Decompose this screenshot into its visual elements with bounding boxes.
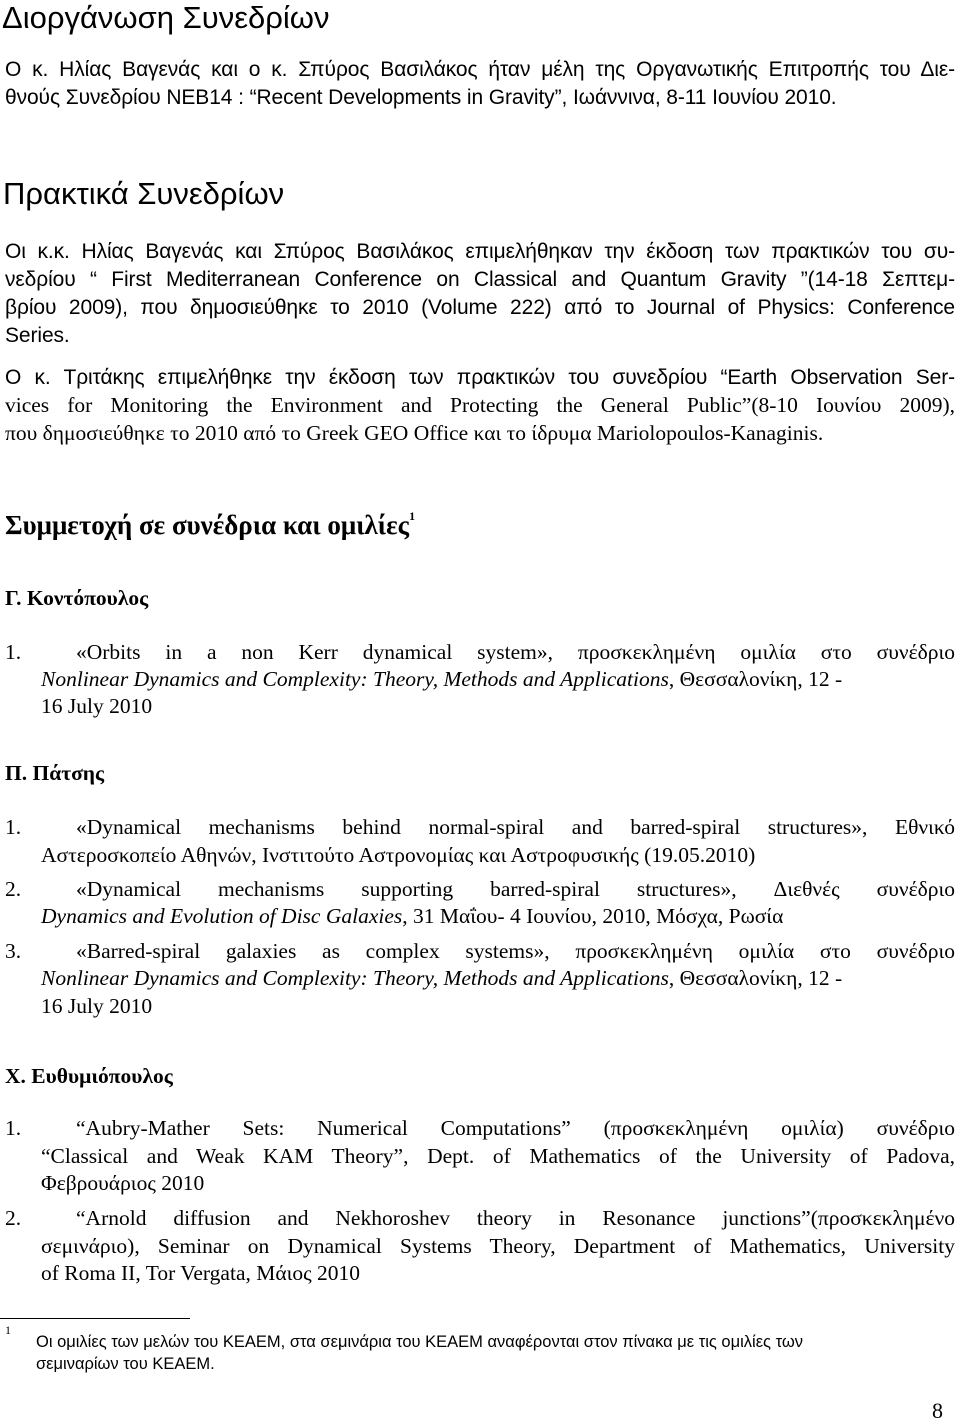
section1-line-2: θνούς Συνεδρίου ΝΕΒ14 : “Recent Developments in Gravity”, Ιωάννινα, 8-11 Ιουνίου 2010.: [5, 86, 837, 109]
proceedings-para2-line-3: που δημοσιεύθηκε το 2010 από το Greek GEO Office και το ίδρυμα Mariolopoulos-Kanaginis.: [5, 421, 824, 445]
talk-line: 16 July 2010: [41, 694, 153, 718]
footnote-separator: [0, 1318, 190, 1319]
proceedings-para1-line-3: βρίου 2009), που δημοσιεύθηκε το 2010 (Volume 222) από το Journal of Physics: Conference: [5, 296, 955, 319]
talk-location: , Θεσσαλονίκη, 12 -: [668, 966, 843, 990]
talk-line: [41, 966, 842, 991]
proceedings-para2-line-1: Ο κ. Τριτάκης επιμελήθηκε την έκδοση των πρακτικών του συνεδρίου “Earth Observation Ser-: [5, 366, 955, 389]
person-name-kontopoulos: Γ. Κοντόπουλος: [5, 586, 149, 610]
proceedings-para1-line-4: Series.: [5, 324, 70, 347]
talk-line: 16 July 2010: [41, 994, 153, 1018]
item-number: 3.: [5, 939, 22, 963]
talk-location: , 31 Μαΐου- 4 Ιουνίου, 2010, Μόσχα, Ρωσία: [402, 904, 784, 928]
section1-line-1: Ο κ. Ηλίας Βαγενάς και ο κ. Σπύρος Βασιλάκος ήταν μέλη της Οργανωτικής Επιτροπής του Διε-: [5, 58, 955, 81]
talk-line: «Barred-spiral galaxies as complex systems», προσκεκλημένη ομιλία στο συνέδριο: [76, 939, 955, 963]
footnote-line-1: Οι ομιλίες των μελών του ΚΕΑΕΜ, στα σεμινάρια του ΚΕΑΕΜ αναφέρονται στον πίνακα με τις ομιλίες των: [36, 1333, 804, 1351]
person-name-patsis: Π. Πάτσης: [5, 761, 105, 785]
item-number: 2.: [5, 1206, 22, 1230]
talk-line: [41, 667, 842, 692]
talk-line: «Orbits in a non Kerr dynamical system», προσκεκλημένη ομιλία στο συνέδριο: [76, 640, 955, 664]
talk-line: [41, 904, 783, 929]
item-number: 1.: [5, 815, 22, 839]
person-name-efthymiopoulos: Χ. Ευθυμιόπουλος: [5, 1064, 173, 1088]
item-number: 2.: [5, 877, 22, 901]
section-title-participation-text: Συμμετοχή σε συνέδρια και ομιλίες: [5, 510, 410, 540]
proceedings-para1-line-1: Οι κ.κ. Ηλίας Βαγενάς και Σπύρος Βασιλάκος επιμελήθηκαν την έκδοση των πρακτικών του συ-: [5, 240, 955, 263]
item-number: 1.: [5, 1116, 22, 1140]
talk-location: , Θεσσαλονίκη, 12 -: [668, 667, 843, 691]
talk-line: «Dynamical mechanisms supporting barred-spiral structures», Διεθνές συνέδριο: [76, 877, 955, 901]
conference-title: Nonlinear Dynamics and Complexity: Theory, Methods and Applications: [41, 667, 669, 691]
talk-line: Φεβρουάριος 2010: [41, 1171, 205, 1195]
footnote-line-2: σεμιναρίων του ΚΕΑΕΜ.: [36, 1355, 215, 1373]
page-number: 8: [932, 1398, 943, 1423]
talk-line: «Dynamical mechanisms behind normal-spiral and barred-spiral structures», Εθνικό: [76, 815, 955, 839]
talk-line: “Classical and Weak KAM Theory”, Dept. of Mathematics of the University of Padova,: [41, 1144, 955, 1168]
section-title-proceedings: Πρακτικά Συνεδρίων: [3, 176, 285, 211]
conference-title: Nonlinear Dynamics and Complexity: Theory, Methods and Applications: [41, 966, 669, 990]
section-title-participation: [5, 510, 415, 541]
talk-line: Αστεροσκοπείο Αθηνών, Ινστιτούτο Αστρονομίας και Αστροφυσικής (19.05.2010): [41, 843, 756, 867]
footnote-mark: 1: [5, 1323, 11, 1337]
footnote-reference: 1: [409, 509, 416, 523]
section-title-conference-organization: Διοργάνωση Συνεδρίων: [2, 0, 330, 35]
proceedings-para1-line-2: νεδρίου “ First Mediterranean Conference on Classical and Quantum Gravity ”(14-18 Σεπτεμ-: [5, 268, 955, 291]
talk-line: σεμινάριο), Seminar on Dynamical Systems Theory, Department of Mathematics, University: [41, 1234, 955, 1258]
conference-title: Dynamics and Evolution of Disc Galaxies: [41, 904, 403, 928]
talk-line: “Aubry-Mather Sets: Numerical Computations” (προσκεκλημένη ομιλία) συνέδριο: [76, 1116, 955, 1140]
proceedings-para2-line-2: vices for Monitoring the Environment and Protecting the General Public”(8-10 Ιουνίου 2009),: [5, 393, 955, 417]
talk-line: “Arnold diffusion and Nekhoroshev theory in Resonance junctions”(προσκεκλημένο: [76, 1206, 955, 1230]
talk-line: of Roma II, Tor Vergata, Μάιος 2010: [41, 1261, 361, 1285]
item-number: 1.: [5, 640, 22, 664]
